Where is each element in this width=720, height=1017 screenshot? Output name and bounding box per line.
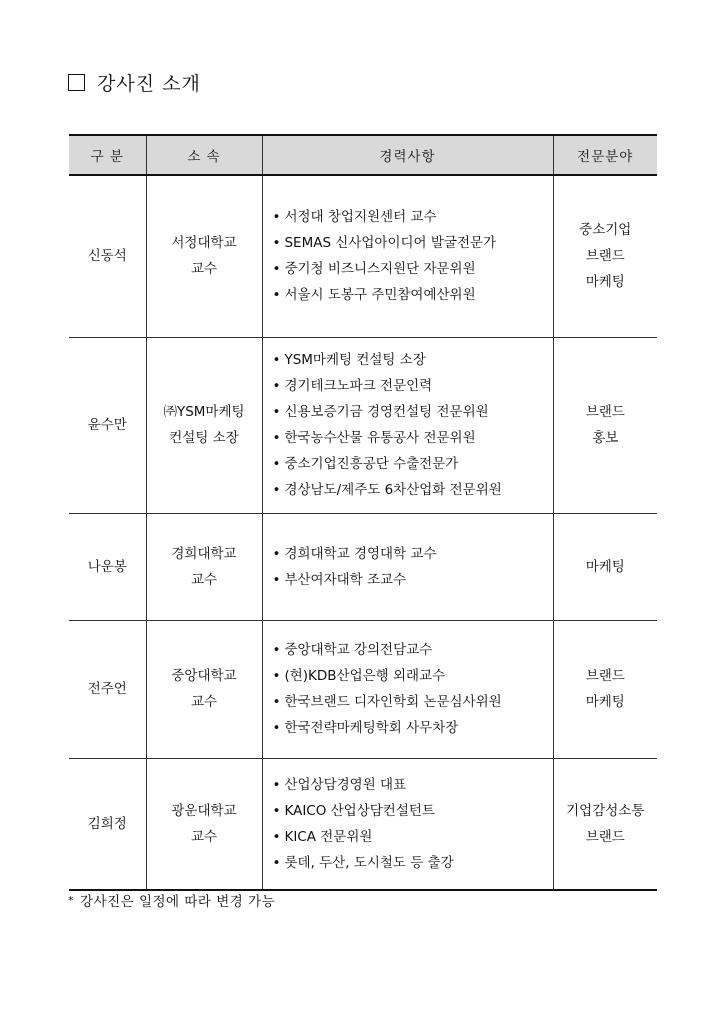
career-item	[273, 451, 553, 477]
career-text: 중기청 비즈니스지원단 자문위원	[284, 261, 476, 278]
field-cell	[553, 337, 657, 513]
bullet-icon: •	[272, 456, 281, 472]
field-line: 브랜드	[585, 404, 625, 420]
career-item	[273, 689, 553, 715]
career-item	[273, 824, 553, 850]
affiliation-cell	[146, 758, 262, 890]
career-item	[273, 373, 553, 399]
header-affiliation: 소 속	[146, 135, 262, 175]
table-row	[69, 620, 657, 758]
table-row	[69, 513, 657, 620]
affiliation-line: 교수	[190, 261, 218, 278]
career-item	[273, 230, 553, 256]
bullet-icon: •	[272, 235, 281, 252]
affiliation-line: 교수	[190, 694, 218, 710]
bullet-icon: •	[272, 482, 281, 498]
career-text: 경기테크노파크 전문인력	[284, 378, 433, 394]
career-text: 경상남도/제주도 6차산업화 전문위원	[284, 482, 502, 498]
footnote-text: 강사진은 일정에 따라 변경 가능	[80, 894, 276, 910]
career-item	[273, 282, 553, 308]
instructor-name: 나운봉	[69, 513, 146, 620]
bullet-icon: •	[272, 352, 281, 368]
bullet-icon: •	[272, 828, 281, 845]
career-text: 경희대학교 경영대학 교수	[284, 545, 437, 562]
bullet-icon: •	[272, 571, 281, 588]
bullet-icon: •	[272, 261, 281, 278]
career-text: 서정대 창업지원센터 교수	[284, 209, 437, 226]
header-career: 경력사항	[262, 135, 553, 175]
career-text: 산업상담경영원 대표	[284, 776, 407, 793]
career-item	[273, 425, 553, 451]
field-line: 브랜드	[585, 668, 625, 684]
field-cell	[553, 758, 657, 890]
affiliation-line: 서정대학교	[171, 235, 237, 252]
section-title	[68, 68, 201, 96]
instructor-name: 신동석	[69, 175, 146, 337]
bullet-icon: •	[272, 694, 281, 710]
header-category: 구 분	[69, 135, 146, 175]
affiliation-cell	[146, 337, 262, 513]
field-line: 브랜드	[585, 828, 625, 845]
career-item	[273, 637, 553, 663]
affiliation-cell	[146, 620, 262, 758]
bullet-icon: •	[272, 287, 281, 304]
career-item	[273, 204, 553, 230]
career-item	[273, 347, 553, 373]
field-line: 마케팅	[585, 558, 625, 575]
table-row	[69, 337, 657, 513]
affiliation-cell	[146, 175, 262, 337]
field-line: 중소기업	[579, 222, 632, 239]
field-line: 마케팅	[585, 274, 625, 291]
field-line: 기업감성소통	[566, 802, 645, 819]
instructor-name: 김희정	[69, 758, 146, 890]
career-cell	[262, 513, 553, 620]
career-text: 롯데, 두산, 도시철도 등 출강	[284, 854, 454, 871]
table-row	[69, 175, 657, 337]
bullet-icon: •	[272, 720, 281, 736]
bullet-icon: •	[272, 802, 281, 819]
career-text: 한국브랜드 디자인학회 논문심사위원	[284, 694, 502, 710]
career-item	[273, 567, 553, 593]
affiliation-line: 중앙대학교	[171, 668, 237, 684]
affiliation-cell	[146, 513, 262, 620]
header-field: 전문분야	[553, 135, 657, 175]
bullet-icon: •	[272, 854, 281, 871]
career-item	[273, 798, 553, 824]
footnote-asterisk: *	[68, 894, 74, 907]
career-text: KAICO 산업상담컨설턴트	[284, 802, 435, 819]
bullet-icon: •	[272, 378, 281, 394]
bullet-icon: •	[272, 209, 281, 226]
career-text: 중소기업진흥공단 수출전문가	[284, 456, 459, 472]
instructor-name: 전주언	[69, 620, 146, 758]
career-cell	[262, 337, 553, 513]
instructor-table	[69, 134, 657, 891]
career-text: 부산여자대학 조교수	[284, 571, 407, 588]
affiliation-line: 컨설팅 소장	[169, 430, 239, 446]
field-cell	[553, 175, 657, 337]
instructor-name: 윤수만	[69, 337, 146, 513]
affiliation-line: 경희대학교	[171, 545, 237, 562]
career-text: 신용보증기금 경영컨설팅 전문위원	[284, 404, 489, 420]
bullet-icon: •	[272, 642, 281, 658]
footnote	[68, 890, 275, 910]
career-text: KICA 전문위원	[284, 828, 373, 845]
field-line: 홍보	[592, 430, 619, 446]
career-cell	[262, 758, 553, 890]
field-line: 마케팅	[585, 694, 625, 710]
career-cell	[262, 620, 553, 758]
career-item	[273, 850, 553, 876]
checkbox-icon	[68, 74, 85, 91]
career-item	[273, 477, 553, 503]
career-cell	[262, 175, 553, 337]
field-line: 브랜드	[585, 248, 625, 265]
section-title-text: 강사진 소개	[97, 72, 201, 95]
table-header-row	[69, 135, 657, 175]
bullet-icon: •	[272, 404, 281, 420]
bullet-icon: •	[272, 776, 281, 793]
career-text: YSM마케팅 컨설팅 소장	[284, 352, 426, 368]
career-item	[273, 541, 553, 567]
field-cell	[553, 620, 657, 758]
career-text: (현)KDB산업은행 외래교수	[284, 668, 446, 684]
bullet-icon: •	[272, 545, 281, 562]
career-text: SEMAS 신사업아이디어 발굴전문가	[284, 235, 497, 252]
affiliation-line: ㈜YSM마케팅	[163, 404, 245, 420]
table-row	[69, 758, 657, 890]
career-text: 서울시 도봉구 주민참여예산위원	[284, 287, 476, 304]
career-text: 한국전략마케팅학회 사무차장	[284, 720, 459, 736]
career-item	[273, 715, 553, 741]
bullet-icon: •	[272, 430, 281, 446]
career-item	[273, 256, 553, 282]
career-item	[273, 663, 553, 689]
affiliation-line: 교수	[190, 571, 218, 588]
field-cell	[553, 513, 657, 620]
bullet-icon: •	[272, 668, 281, 684]
affiliation-line: 교수	[190, 828, 218, 845]
affiliation-line: 광운대학교	[171, 802, 237, 819]
career-item	[273, 772, 553, 798]
career-text: 한국농수산물 유통공사 전문위원	[284, 430, 476, 446]
career-text: 중앙대학교 강의전담교수	[284, 642, 433, 658]
career-item	[273, 399, 553, 425]
